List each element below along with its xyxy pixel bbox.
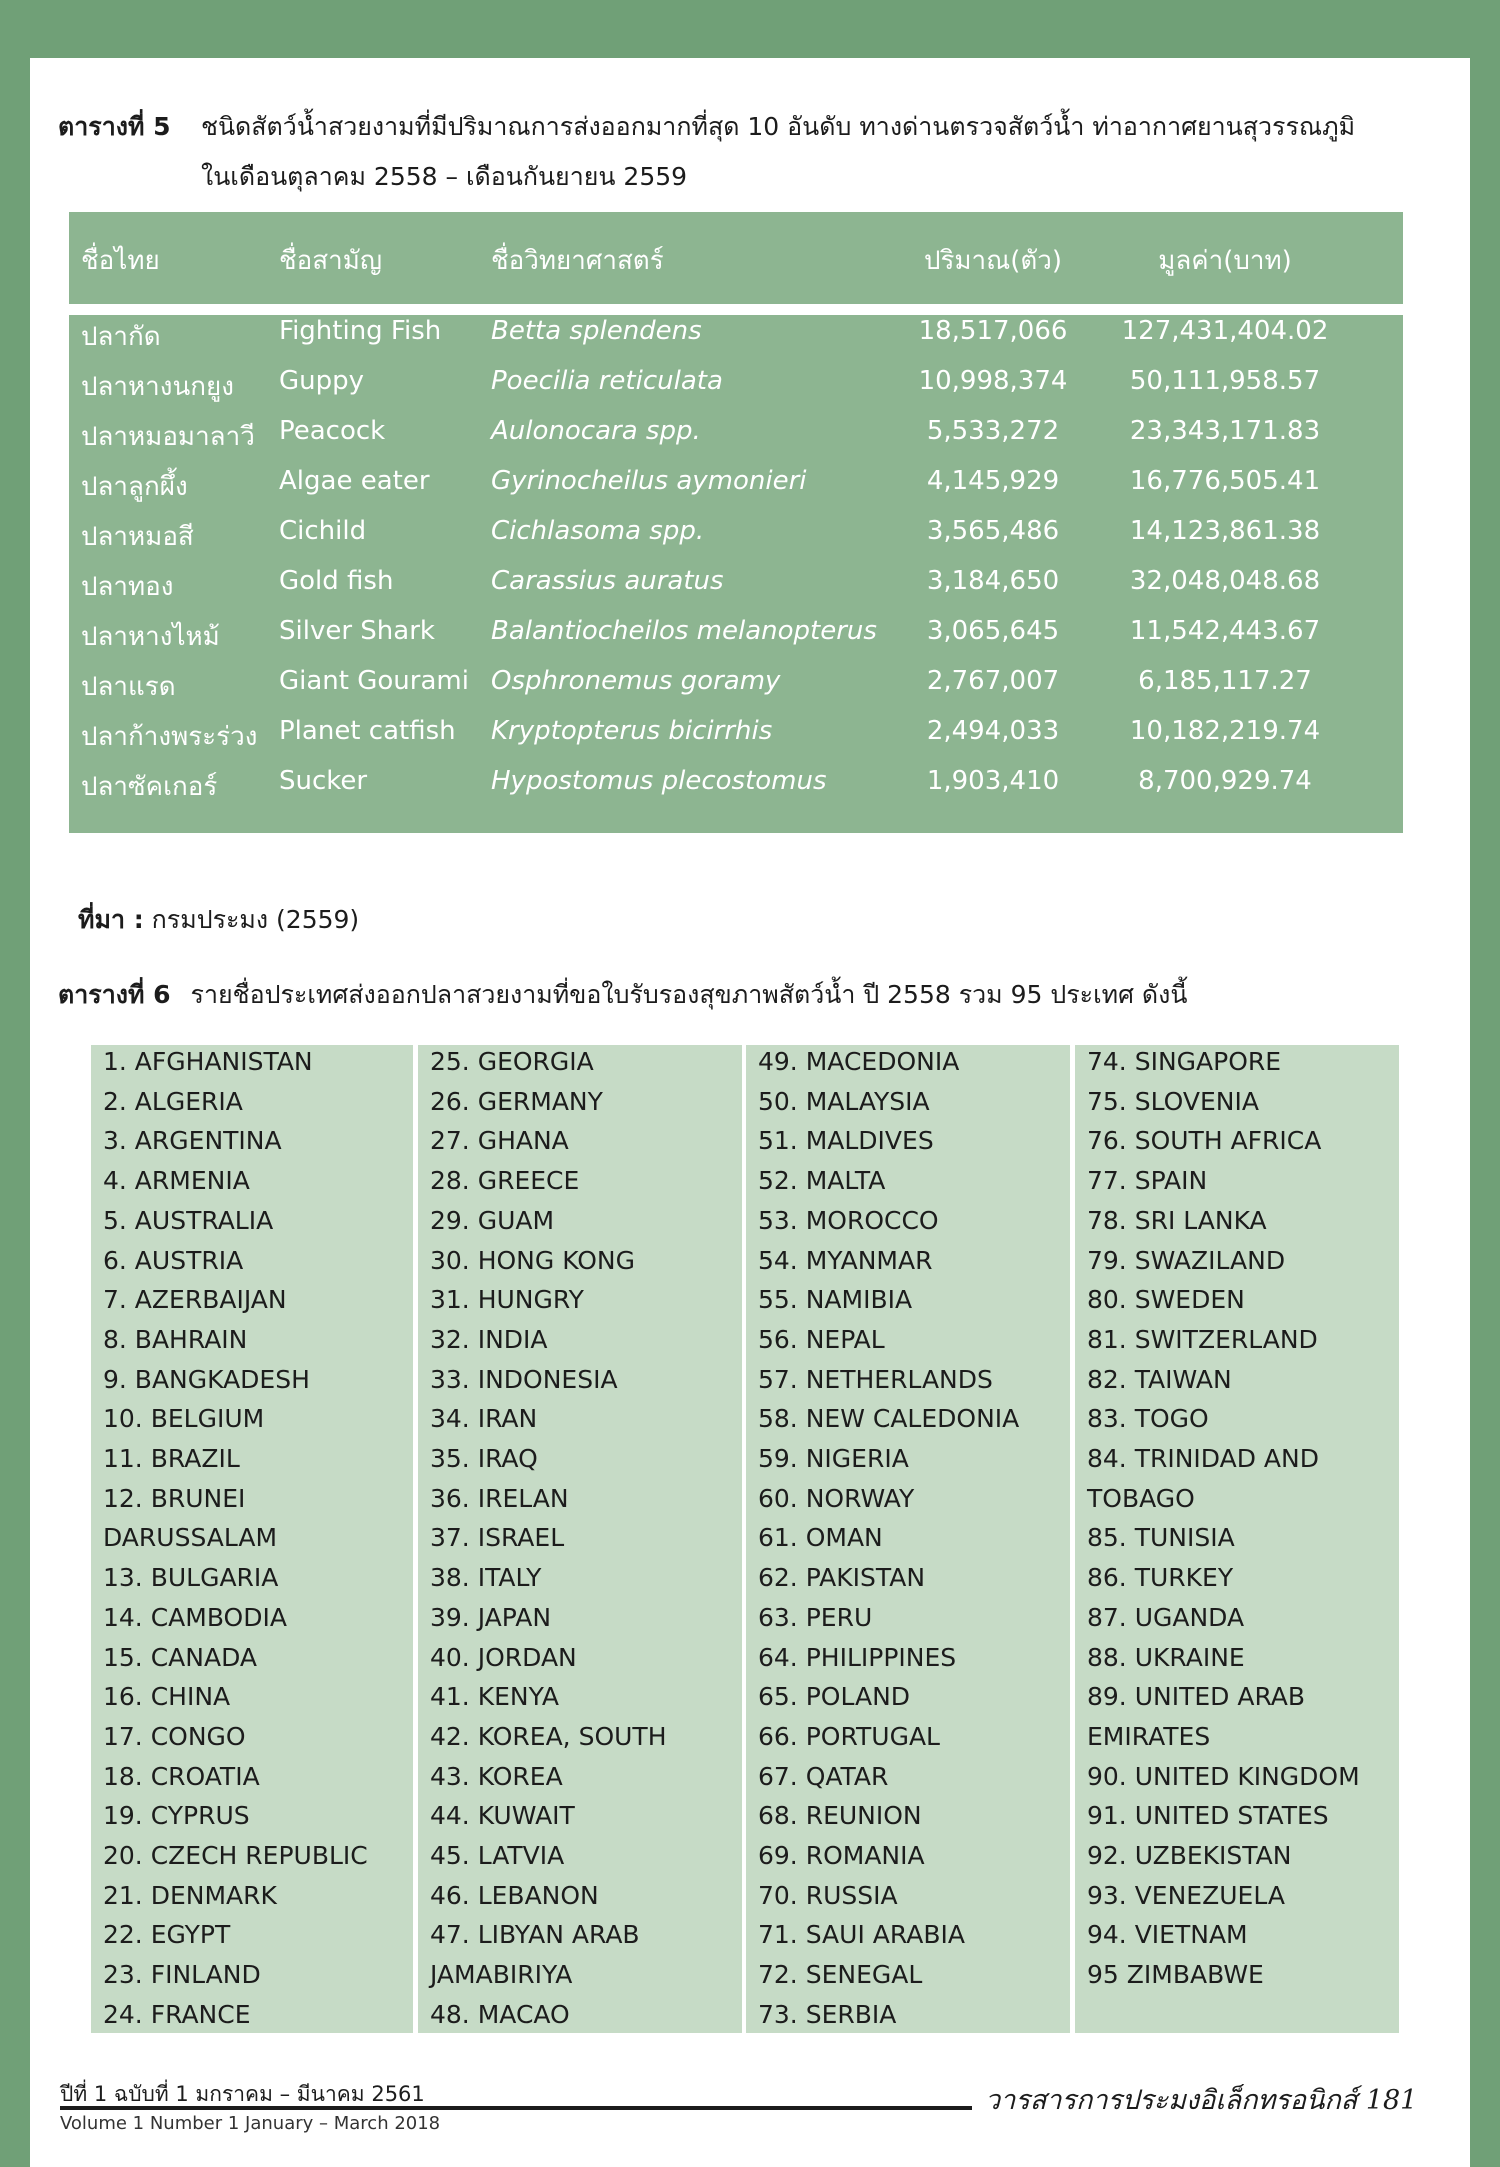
table-row [69,566,1403,616]
header-quantity: ปริมาณ(ตัว) [923,246,1063,276]
country-item: 85. TUNISIA [1087,1523,1235,1553]
country-item: 74. SINGAPORE [1087,1047,1282,1076]
cell-value: 11,542,443.67 [1129,616,1321,646]
country-item: 1. AFGHANISTAN [103,1047,313,1076]
country-item: 44. KUWAIT [430,1801,575,1831]
country-item: 92. UZBEKISTAN [1087,1841,1292,1870]
header-value: มูลค่า(บาท) [1158,246,1292,276]
country-item: 62. PAKISTAN [758,1563,926,1593]
country-item: 90. UNITED KINGDOM [1087,1761,1360,1791]
cell-value: 8,700,929.74 [1138,766,1312,796]
source-text: กรมประมง (2559) [151,905,360,934]
cell-quantity: 3,565,486 [926,516,1060,546]
country-item: 20. CZECH REPUBLIC [103,1841,368,1870]
country-item: 80. SWEDEN [1087,1285,1245,1315]
cell-scientific-name: Cichlasoma spp. [491,516,705,546]
country-item: 22. EGYPT [103,1920,231,1950]
country-item: 88. UKRAINE [1087,1642,1245,1672]
country-item: 4. ARMENIA [103,1166,250,1196]
cell-scientific-name: Aulonocara spp. [491,416,701,446]
cell-scientific-name: Kryptopterus bicirrhis [491,716,773,746]
cell-common-name: Gold fish [279,566,394,596]
country-item: 9. BANGKADESH [103,1364,310,1394]
table5-caption [58,102,1438,202]
country-item: 38. ITALY [430,1563,542,1593]
cell-common-name: Planet catfish [279,716,456,746]
country-column-2 [418,1045,742,2033]
country-item: 28. GREECE [430,1166,580,1196]
country-item: EMIRATES [1087,1721,1211,1751]
header-scientific-name: ชื่อวิทยาศาสตร์ [491,246,664,276]
country-item: 58. NEW CALEDONIA [758,1404,1020,1434]
country-item: 33. INDONESIA [430,1364,618,1394]
country-item: 36. IRELAN [430,1483,569,1513]
cell-value: 23,343,171.83 [1129,416,1321,446]
country-item: 31. HUNGRY [430,1285,584,1315]
cell-common-name: Sucker [279,766,368,796]
country-item: 60. NORWAY [758,1483,915,1513]
cell-thai-name: ปลาแรด [81,672,176,702]
cell-value: 14,123,861.38 [1129,516,1321,546]
country-item: 87. UGANDA [1087,1602,1245,1632]
cell-scientific-name: Hypostomus plecostomus [491,766,827,796]
cell-thai-name: ปลาทอง [81,572,174,602]
country-item: 30. HONG KONG [430,1245,635,1275]
country-item: 75. SLOVENIA [1087,1086,1259,1116]
country-item: 52. MALTA [758,1166,886,1196]
cell-thai-name: ปลาซัคเกอร์ [81,772,218,802]
table6-caption [58,975,1187,1015]
country-item: 24. FRANCE [103,1999,251,2029]
cell-thai-name: ปลาลูกผึ้ง [81,472,188,502]
cell-quantity: 10,998,374 [918,366,1068,396]
cell-thai-name: ปลากัด [81,322,161,352]
country-item: 63. PERU [758,1602,873,1632]
cell-value: 32,048,048.68 [1129,566,1321,596]
country-column-4 [1075,1045,1399,2033]
country-item: 34. IRAN [430,1404,538,1434]
country-item: 86. TURKEY [1087,1563,1234,1593]
country-item: 89. UNITED ARAB [1087,1682,1306,1712]
country-item: 54. MYANMAR [758,1245,933,1275]
country-item: 35. IRAQ [430,1444,538,1473]
table5-body [69,315,1403,833]
country-item: 45. LATVIA [430,1841,565,1870]
country-item: 47. LIBYAN ARAB [430,1920,640,1950]
cell-common-name: Giant Gourami [279,666,469,696]
table-row [69,366,1403,416]
country-item: 11. BRAZIL [103,1444,240,1473]
country-item: 57. NETHERLANDS [758,1364,993,1394]
table-row [69,616,1403,666]
country-item: 65. POLAND [758,1682,911,1712]
country-item: 13. BULGARIA [103,1563,279,1593]
country-item: 76. SOUTH AFRICA [1087,1126,1322,1156]
country-item: 32. INDIA [430,1324,548,1354]
country-item: 56. NEPAL [758,1324,885,1354]
cell-common-name: Peacock [279,416,386,446]
country-item: 12. BRUNEI [103,1483,246,1513]
table5-title-line2: ในเดือนตุลาคม 2558 – เดือนกันยายน 2559 [201,162,688,191]
country-item: 18. CROATIA [103,1761,260,1791]
country-item: 7. AZERBAIJAN [103,1285,287,1315]
country-item: 15. CANADA [103,1642,257,1672]
country-item: TOBAGO [1087,1483,1195,1513]
header-thai-name: ชื่อไทย [81,246,160,276]
country-item: 68. REUNION [758,1801,922,1831]
cell-value: 16,776,505.41 [1129,466,1321,496]
table-row [69,416,1403,466]
footer-issue-english: Volume 1 Number 1 January – March 2018 [60,2113,441,2134]
cell-scientific-name: Osphronemus goramy [491,666,781,696]
cell-common-name: Silver Shark [279,616,435,646]
cell-thai-name: ปลาหางไหม้ [81,622,220,652]
table-row [69,666,1403,716]
cell-common-name: Algae eater [279,466,430,496]
country-item: 78. SRI LANKA [1087,1205,1267,1235]
source-note [78,900,359,940]
cell-value: 6,185,117.27 [1138,666,1312,696]
table-row [69,516,1403,566]
table6-title: รายชื่อประเทศส่งออกปลาสวยงามที่ขอใบรับรองสุขภาพสัตว์น้ำ ปี 2558 รวม 95 ประเทศ ดังนี้ [190,980,1188,1009]
source-label: ที่มา : [78,905,144,934]
country-item: 26. GERMANY [430,1086,603,1116]
country-item: 95 ZIMBABWE [1087,1960,1264,1990]
country-item: 39. JAPAN [430,1602,552,1632]
country-item: 25. GEORGIA [430,1047,594,1076]
country-item: 19. CYPRUS [103,1801,250,1831]
country-item: 23. FINLAND [103,1960,261,1990]
country-item: 91. UNITED STATES [1087,1801,1329,1831]
table-row [69,316,1403,366]
country-item: 37. ISRAEL [430,1523,565,1553]
country-item: 66. PORTUGAL [758,1721,940,1751]
country-column-3 [746,1045,1070,2033]
country-item: 67. QATAR [758,1761,889,1791]
country-item: JAMABIRIYA [430,1960,573,1990]
country-item: 29. GUAM [430,1205,555,1235]
cell-scientific-name: Gyrinocheilus aymonieri [491,466,807,496]
cell-quantity: 1,903,410 [926,766,1060,796]
country-item: 83. TOGO [1087,1404,1209,1434]
country-column-1 [91,1045,413,2033]
cell-quantity: 4,145,929 [926,466,1060,496]
cell-value: 10,182,219.74 [1129,716,1321,746]
country-item: 27. GHANA [430,1126,569,1156]
footer-journal-title: วารสารการประมงอิเล็กทรอนิกส์ 181 [985,2085,1418,2116]
country-item: 43. KOREA [430,1761,563,1791]
country-item: 6. AUSTRIA [103,1245,244,1275]
country-item: DARUSSALAM [103,1523,278,1553]
country-item: 70. RUSSIA [758,1880,898,1910]
header-common-name: ชื่อสามัญ [279,246,383,276]
table6-label: ตารางที่ 6 [58,980,171,1009]
cell-common-name: Cichild [279,516,367,546]
cell-common-name: Fighting Fish [279,316,442,346]
country-item: 8. BAHRAIN [103,1324,248,1354]
cell-thai-name: ปลาหมอสี [81,522,194,552]
country-item: 79. SWAZILAND [1087,1245,1286,1275]
country-item: 77. SPAIN [1087,1166,1208,1196]
country-item: 42. KOREA, SOUTH [430,1721,667,1751]
cell-quantity: 5,533,272 [926,416,1060,446]
table-row [69,466,1403,516]
cell-thai-name: ปลาหางนกยูง [81,372,234,402]
footer-rule [60,2106,972,2110]
country-item: 73. SERBIA [758,1999,897,2029]
cell-value: 50,111,958.57 [1129,366,1321,396]
country-item: 93. VENEZUELA [1087,1880,1285,1910]
country-item: 81. SWITZERLAND [1087,1324,1318,1354]
country-item: 53. MOROCCO [758,1205,939,1235]
cell-scientific-name: Balantiocheilos melanopterus [491,616,877,646]
cell-scientific-name: Carassius auratus [491,566,724,596]
cell-thai-name: ปลาหมอมาลาวี [81,422,255,452]
cell-quantity: 2,494,033 [926,716,1060,746]
cell-quantity: 18,517,066 [918,316,1068,346]
table5-label: ตารางที่ 5 [58,112,171,141]
table5-title-line1: ชนิดสัตว์น้ำสวยงามที่มีปริมาณการส่งออกมากที่สุด 10 อันดับ ทางด่านตรวจสัตว์น้ำ ท่าอากาศยานสุวรรณภูมิ [201,112,1356,141]
country-item: 48. MACAO [430,1999,570,2029]
country-item: 71. SAUI ARABIA [758,1920,965,1950]
cell-scientific-name: Betta splendens [491,316,702,346]
country-item: 40. JORDAN [430,1642,577,1672]
country-item: 41. KENYA [430,1682,560,1712]
cell-scientific-name: Poecilia reticulata [491,366,723,396]
country-item: 49. MACEDONIA [758,1047,960,1076]
table-row [69,716,1403,766]
country-item: 94. VIETNAM [1087,1920,1248,1950]
country-item: 51. MALDIVES [758,1126,934,1156]
table-row [69,766,1403,816]
cell-quantity: 3,184,650 [926,566,1060,596]
country-item: 17. CONGO [103,1721,246,1751]
cell-common-name: Guppy [279,366,365,396]
country-item: 16. CHINA [103,1682,231,1712]
country-item: 46. LEBANON [430,1880,599,1910]
country-item: 14. CAMBODIA [103,1602,287,1632]
footer-issue-thai: ปีที่ 1 ฉบับที่ 1 มกราคม – มีนาคม 2561 [60,2082,425,2106]
country-item: 82. TAIWAN [1087,1364,1232,1394]
cell-quantity: 2,767,007 [926,666,1060,696]
country-item: 64. PHILIPPINES [758,1642,957,1672]
table5-header [69,212,1403,304]
country-item: 3. ARGENTINA [103,1126,282,1156]
country-item: 5. AUSTRALIA [103,1205,274,1235]
cell-thai-name: ปลาก้างพระร่วง [81,722,258,752]
cell-value: 127,431,404.02 [1121,316,1329,346]
country-item: 21. DENMARK [103,1880,277,1910]
country-item: 2. ALGERIA [103,1086,243,1116]
country-item: 10. BELGIUM [103,1404,265,1434]
country-item: 59. NIGERIA [758,1444,909,1473]
country-item: 55. NAMIBIA [758,1285,913,1315]
country-item: 50. MALAYSIA [758,1086,930,1116]
country-item: 61. OMAN [758,1523,883,1553]
country-item: 84. TRINIDAD AND [1087,1444,1319,1473]
cell-quantity: 3,065,645 [926,616,1060,646]
country-item: 72. SENEGAL [758,1960,923,1990]
country-item: 69. ROMANIA [758,1841,925,1870]
